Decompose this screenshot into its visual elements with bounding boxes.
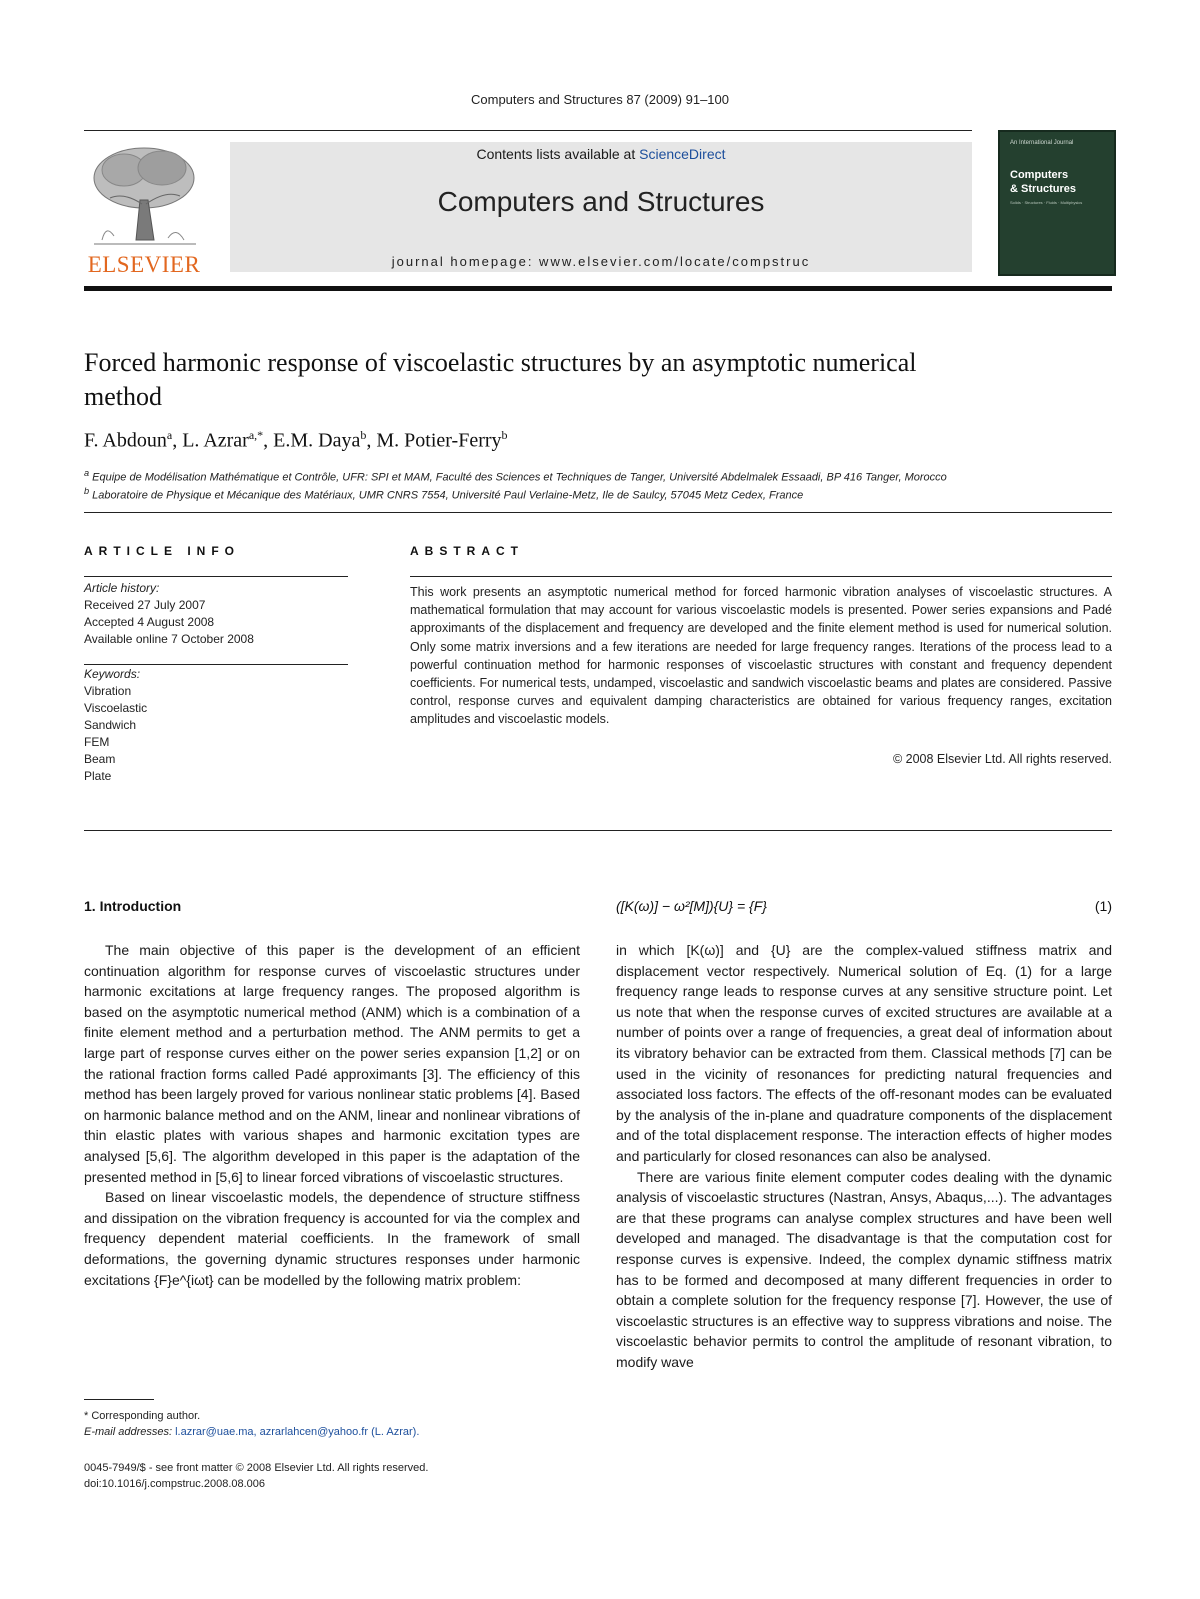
keyword-item: Sandwich (84, 718, 137, 732)
email-line (84, 1424, 584, 1440)
footnote-rule (84, 1399, 154, 1400)
article-info-heading: ARTICLE INFO (84, 544, 240, 558)
author-affiliation-mark: a,* (248, 428, 264, 442)
footnote (84, 1408, 584, 1440)
body-paragraph: There are various finite element computer codes dealing with the dynamic analysis of viscoelastic structures (Nastran, Ansys, Abaqus,...). The advantages are that these programs can analyse complex structures and have been well developed and managed. The disadvantage is that the computation cost for response curves is expensive. Indeed, the complex dynamic stiffness matrix has to be formed and decomposed at many different frequencies in order to obtain a complete solution for the frequency response [7]. However, the use of viscoelastic structures is an effective way to suppress vibrations and noise. The viscoelastic behavior permits to control the amplitude of resonant vibration, to modify wave (616, 1168, 1112, 1370)
cover-subtitle: An International Journal (1010, 140, 1074, 146)
masthead-rule (84, 286, 1112, 291)
history-label: Article history: (84, 581, 160, 595)
article-info (84, 580, 348, 785)
header-rule (84, 130, 972, 131)
issn-line: 0045-7949/$ - see front matter © 2008 Elsevier Ltd. All rights reserved. (84, 1462, 429, 1474)
right-column (616, 940, 1112, 1372)
keywords-label: Keywords: (84, 667, 141, 681)
author-affiliation-mark: a (166, 428, 173, 442)
keyword-item: Viscoelastic (84, 701, 148, 715)
section-heading: 1. Introduction (84, 898, 182, 914)
affiliation-mark: a (84, 468, 90, 478)
cover-title (1010, 168, 1076, 196)
author-affiliation-mark: b (501, 428, 508, 442)
affiliation-a (84, 468, 947, 484)
cover-title-line1: Computers (1010, 169, 1069, 181)
affiliation-mark: b (84, 486, 90, 496)
cover-tagline: Solids · Structures · Fluids · Multiphysics (1010, 200, 1083, 205)
contents-prefix: Contents lists available at (476, 146, 640, 162)
author-name[interactable]: E.M. Daya (273, 429, 361, 452)
elsevier-wordmark: ELSEVIER (87, 252, 201, 277)
abstract-text: This work presents an asymptotic numerical method for forced harmonic vibration analyses of viscoelastic structures. A mathematical formulation that may account for various viscoelastic models is presented. Power series expansions and Padé approximants of the displacement and frequency are developed and the finite element method is used for numerical solution. Only some matrix inversions and a few iterations are needed for large frequency ranges. Iterations of the process lead to a powerful continuation method for harmonic responses of viscoelastic structures with constant and frequency dependent coefficients. For numerical tests, undamped, viscoelastic and sandwich viscoelastic beams and plates are considered. Passive control, response curves and equivalent damping characteristics are obtained for various frequency ranges, excitation amplitudes and viscoelastic models. (410, 585, 1112, 727)
keyword-item: Plate (84, 769, 112, 783)
journal-homepage[interactable]: journal homepage: www.elsevier.com/locate/compstruc (391, 254, 811, 269)
history-online: Available online 7 October 2008 (84, 632, 254, 646)
journal-banner (230, 142, 972, 272)
abstract-rule (410, 576, 1112, 577)
author-name[interactable]: L. Azrar (182, 429, 249, 452)
doi-line[interactable]: doi:10.1016/j.compstruc.2008.08.006 (84, 1478, 266, 1490)
affiliation-rule (84, 512, 1112, 513)
affiliation-text: Equipe de Modélisation Mathématique et Contrôle, UFR: SPI et MAM, Faculté des Sciences et Techniques de Tanger, Université Abdelmalek Essaadi, BP 416 Tanger, Morocco (92, 471, 947, 484)
sciencedirect-link[interactable]: ScienceDirect (639, 146, 726, 162)
cover-title-line2: & Structures (1010, 183, 1077, 195)
author-affiliation-mark: b (360, 428, 367, 442)
abstract-copyright: © 2008 Elsevier Ltd. All rights reserved. (892, 752, 1112, 766)
front-matter-rule (84, 830, 1112, 831)
keyword-item: Beam (84, 752, 116, 766)
journal-cover-thumbnail[interactable] (998, 130, 1116, 276)
corresponding-author-note: * Corresponding author. (84, 1410, 201, 1422)
history-accepted: Accepted 4 August 2008 (84, 615, 215, 629)
author-list: F. Abdoun$^a$, L. Azrar$^{a,*}$, E.M. Daya$^b$, M. Potier-Ferry$^b$ (84, 428, 508, 452)
journal-title: Computers and Structures (437, 186, 765, 217)
front-matter-footer (84, 1460, 428, 1492)
body-paragraph: The main objective of this paper is the development of an efficient continuation algorithm for response curves of viscoelastic structures under harmonic excitations at large frequency ranges. The proposed algorithm is based on the asymptotic numerical method (ANM) which is a combination of a finite element method and a perturbation method. The ANM permits to get a large part of response curves either on the power series expansion [1,2] or on the rational fraction forms called Padé approximants [3]. The efficiency of this method has been largely proved for various nonlinear static problems [4]. Based on harmonic balance method and on the ANM, linear and nonlinear vibrations of thin elastic plates with various shapes and harmonic excitation types are analysed [5,6]. The algorithm developed in this paper is the adaptation of the presented method in [5,6] to linear forced vibrations of viscoelastic structures. (84, 942, 580, 1185)
keywords-rule (84, 664, 348, 665)
author-name[interactable]: F. Abdoun (84, 429, 167, 452)
equation-number: (1) (1094, 898, 1112, 914)
affiliation-text: Laboratoire de Physique et Mécanique des Matériaux, UMR CNRS 7554, Université Paul Verlaine-Metz, Ile de Saulcy, 57045 Metz Cedex, France (92, 489, 804, 502)
abstract-heading: ABSTRACT (410, 544, 524, 558)
article-info-rule (84, 576, 348, 577)
email-links[interactable]: l.azrar@uae.ma, azrarlahcen@yahoo.fr (L. Azrar). (175, 1426, 420, 1438)
body-paragraph: in which [K(ω)] and {U} are the complex-valued stiffness matrix and displacement vector respectively. Numerical solution of Eq. (1) for a large frequency range leads to response curves at any sensitive structure point. Let us note that when the response curves of excited structures are available at a number of points over a range of frequencies, a great deal of information about its vibratory behavior can be extracted from them. Classical methods [7] can be used in the vicinity of resonances for predicting natural frequencies and associated loss factors. The effects of the off-resonant modes can be evaluated by the analysis of the in-plane and quadrature components of the displacement and of the total displacement response. The interaction effects of higher modes and particularly for closed resonances can also be analysed. (616, 942, 1112, 1164)
contents-line (230, 146, 972, 162)
tree-logo-icon (84, 140, 204, 252)
keyword-item: Vibration (84, 684, 132, 698)
article-title: Forced harmonic response of viscoelastic structures by an asymptotic numerical method (84, 348, 917, 411)
keyword-item: FEM (84, 735, 110, 749)
affiliation-b (84, 486, 803, 502)
journal-citation: Computers and Structures 87 (2009) 91–100 (471, 92, 729, 107)
equation: ([K(ω)] − ω²[M]){U} = {F} (616, 898, 767, 914)
email-label: E-mail addresses: (84, 1426, 173, 1438)
author-name[interactable]: M. Potier-Ferry (376, 429, 502, 452)
history-received: Received 27 July 2007 (84, 598, 206, 612)
equation-row (616, 898, 1112, 914)
left-column (84, 940, 580, 1290)
body-paragraph: Based on linear viscoelastic models, the dependence of structure stiffness and dissipation on the vibration frequency is accounted for via the complex and frequency dependent material coefficients. In the framework of small deformations, the governing dynamic structures responses under harmonic excitations {F}e^{iωt} can be modelled by the following matrix problem: (84, 1189, 580, 1288)
elsevier-logo[interactable] (84, 140, 204, 276)
